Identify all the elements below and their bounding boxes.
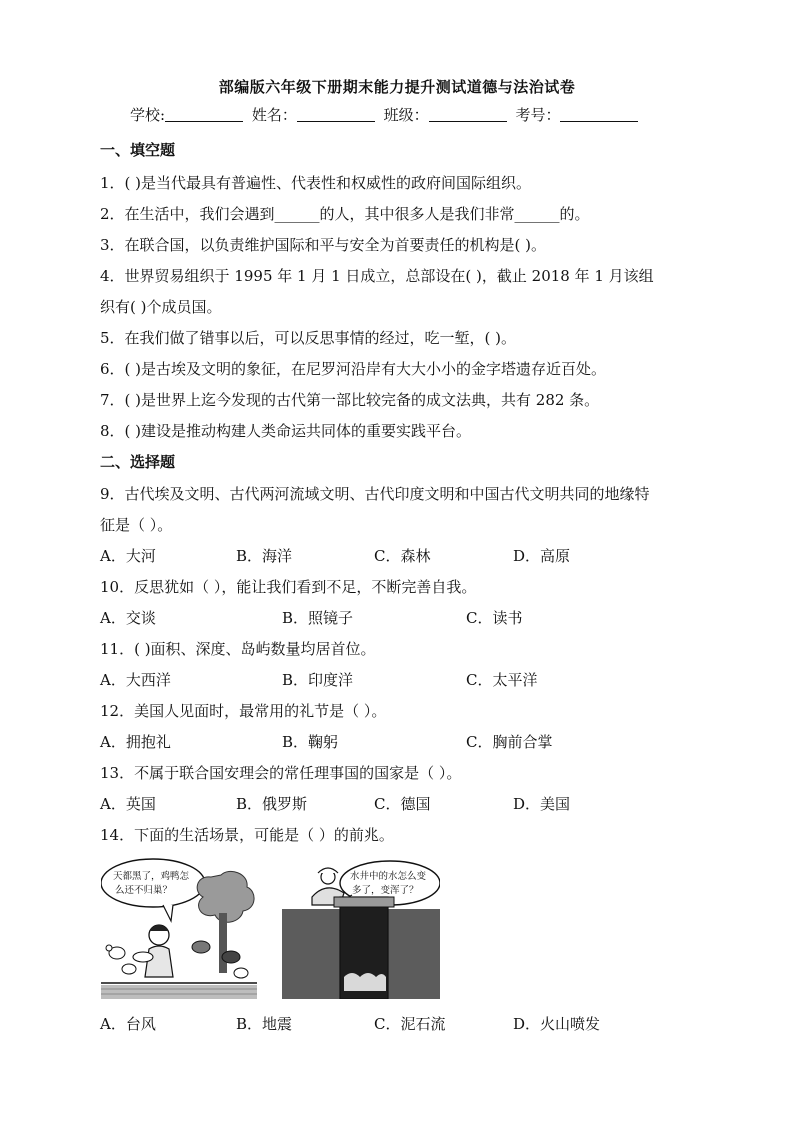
chicken-scene-illustration — [101, 857, 257, 999]
question-4-line1: 4．世界贸易组织于 1995 年 1 月 1 日成立，总部设在( )，截止 2018 年 1 月该组 — [100, 267, 654, 285]
q9-option-a[interactable]: A．大河 — [100, 547, 156, 565]
question-8: 8．( )建设是推动构建人类命运共同体的重要实践平台。 — [100, 422, 472, 440]
q11-option-a[interactable]: A．大西洋 — [100, 671, 171, 689]
name-label: 姓名： — [251, 106, 297, 124]
question-10: 10．反思犹如（ ），能让我们看到不足，不断完善自我。 — [100, 578, 477, 596]
q10-option-a[interactable]: A．交谈 — [100, 609, 156, 627]
bubble2-line2: 多了，变浑了？ — [352, 885, 419, 896]
q13-option-d[interactable]: D．美国 — [513, 795, 571, 813]
q14-option-c[interactable]: C．泥石流 — [374, 1015, 446, 1033]
number-label: 考号： — [515, 106, 561, 124]
q14-option-b[interactable]: B．地震 — [236, 1015, 293, 1033]
q9-option-b[interactable]: B．海洋 — [236, 547, 293, 565]
q10-option-c[interactable]: C．读书 — [466, 609, 523, 627]
q13-option-c[interactable]: C．德国 — [374, 795, 431, 813]
bubble1-line1: 天都黑了，鸡鸭怎 — [113, 871, 190, 882]
question-7: 7．( )是世界上迄今发现的古代第一部比较完备的成文法典，共有 282 条。 — [100, 391, 600, 409]
question-3: 3．在联合国，以负责维护国际和平与安全为首要责任的机构是( )。 — [100, 236, 547, 254]
student-info-row — [130, 104, 642, 125]
school-label: 学校: — [130, 106, 166, 124]
section-fill-heading: 一、填空题 — [100, 141, 176, 159]
question-12: 12．美国人见面时，最常用的礼节是（ ）。 — [100, 702, 387, 720]
q12-option-a[interactable]: A．拥抱礼 — [100, 733, 171, 751]
class-blank[interactable] — [429, 107, 507, 122]
q12-option-c[interactable]: C．胸前合掌 — [466, 733, 553, 751]
school-blank[interactable] — [165, 107, 243, 122]
question-9-line2: 征是（ ）。 — [100, 516, 173, 534]
number-blank[interactable] — [560, 107, 638, 122]
section-choice-heading: 二、选择题 — [100, 453, 176, 471]
question-1: 1．( )是当代最具有普遍性、代表性和权威性的政府间国际组织。 — [100, 174, 532, 192]
q14-option-a[interactable]: A．台风 — [100, 1015, 156, 1033]
question-5: 5．在我们做了错事以后，可以反思事情的经过，吃一堑，( )。 — [100, 329, 517, 347]
q14-option-d[interactable]: D．火山喷发 — [513, 1015, 601, 1033]
exam-title: 部编版六年级下册期末能力提升测试道德与法治试卷 — [218, 78, 576, 96]
q13-option-a[interactable]: A．英国 — [100, 795, 156, 813]
well-scene-illustration — [282, 857, 440, 999]
q9-option-d[interactable]: D．高原 — [513, 547, 571, 565]
question-14: 14．下面的生活场景，可能是（ ）的前兆。 — [100, 826, 394, 844]
q10-option-b[interactable]: B．照镜子 — [282, 609, 354, 627]
name-blank[interactable] — [297, 107, 375, 122]
question-4-line2: 织有( )个成员国。 — [100, 298, 222, 316]
q12-option-b[interactable]: B．鞠躬 — [282, 733, 339, 751]
question-2: 2．在生活中，我们会遇到______的人，其中很多人是我们非常______的。 — [100, 205, 590, 223]
q9-option-c[interactable]: C．森林 — [374, 547, 431, 565]
q11-option-c[interactable]: C．太平洋 — [466, 671, 538, 689]
class-label: 班级： — [383, 106, 429, 124]
q11-option-b[interactable]: B．印度洋 — [282, 671, 354, 689]
question-6: 6．( )是古埃及文明的象征，在尼罗河沿岸有大大小小的金字塔遗存近百处。 — [100, 360, 607, 378]
question-13: 13．不属于联合国安理会的常任理事国的国家是（ ）。 — [100, 764, 462, 782]
question-9-line1: 9．古代埃及文明、古代两河流域文明、古代印度文明和中国古代文明共同的地缘特 — [100, 485, 650, 503]
bubble1-line2: 么还不归巢？ — [115, 885, 173, 896]
q13-option-b[interactable]: B．俄罗斯 — [236, 795, 308, 813]
bubble2-line1: 水井中的水怎么变 — [350, 871, 427, 882]
question-11: 11．( )面积、深度、岛屿数量均居首位。 — [100, 640, 376, 658]
